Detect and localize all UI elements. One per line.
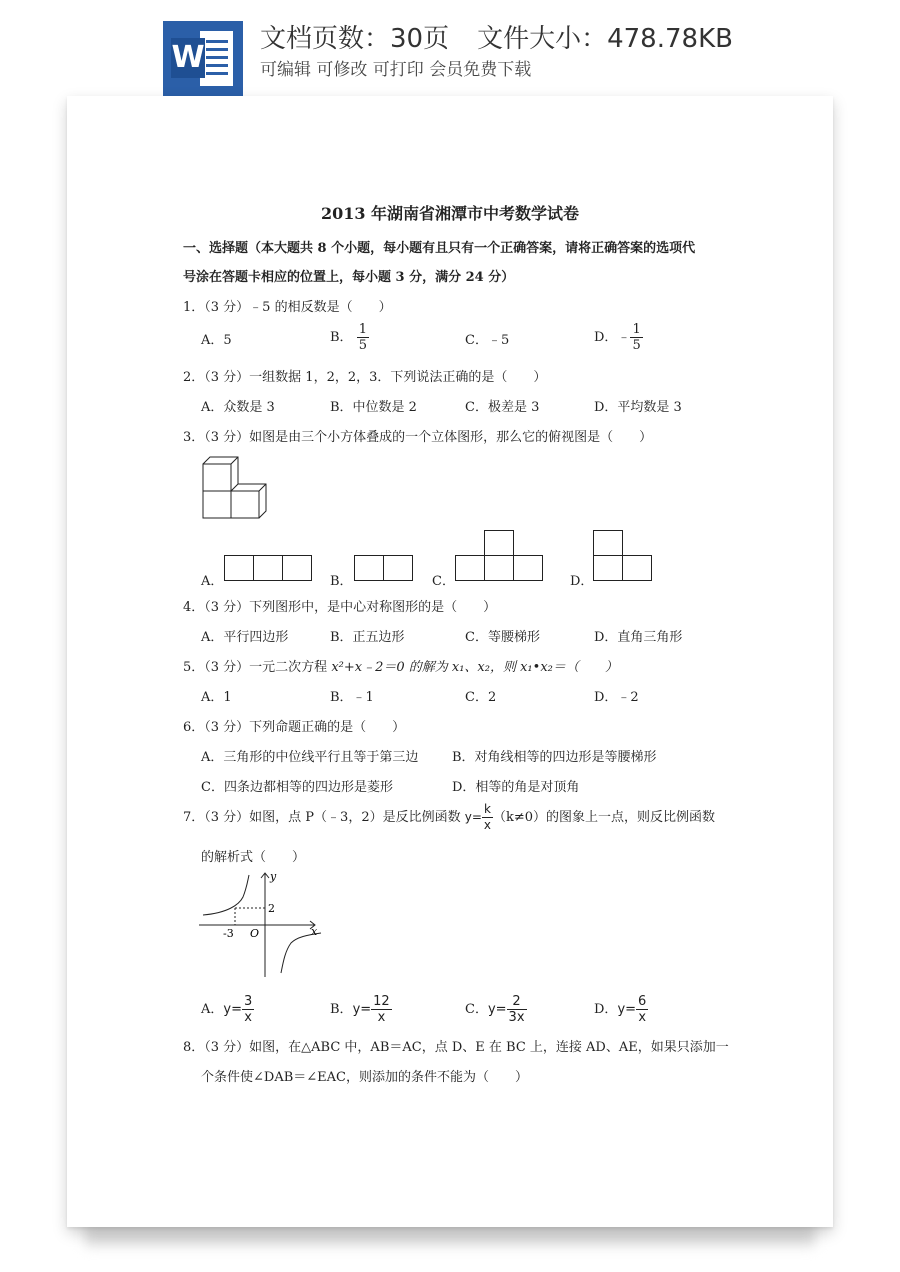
q7-b-y: y= [352,1002,372,1017]
q7-b-num: 12 [373,994,390,1009]
q1-option-d-label: D． [594,330,618,345]
file-info [260,18,733,55]
q5-option-c: C．2 [465,690,497,705]
q1-option-d-fraction [630,322,642,353]
graph-y-label: y [270,870,277,883]
q7-c-label: C． [465,1002,488,1017]
q3-option-d-label: D． [570,574,594,589]
q7-stem-post: （k≠0）的图象上一点，则反比例函数 [493,810,716,825]
word-document-icon [163,21,243,96]
q1-option-c: C．﹣5 [465,333,510,348]
q7-a-den: x [244,1010,252,1025]
q7-option-c [465,994,527,1025]
page-count: 文档页数：30页 [260,24,450,54]
q1-option-b [330,322,369,353]
q1-d-numerator: 1 [632,322,641,337]
q7-b-label: B． [330,1002,353,1017]
hyperbola-branch-right [281,933,321,973]
q7-a-fraction [242,994,254,1025]
q7-hyperbola-graph [197,869,327,981]
q3-cube-figure [197,452,272,524]
hyperbola-branch-left [203,875,249,915]
q1-option-d [594,322,643,353]
section-heading-line1: 一、选择题（本大题共 8 个小题，每小题有且只有一个正确答案，请将正确答案的选项代 [183,241,696,256]
document-page [67,96,833,1227]
q5-stem-text: 5．（3 分）一元二次方程 [183,660,332,675]
q4-stem: 4．（3 分）下列图形中，是中心对称图形的是（ ） [183,600,497,615]
q7-stem-line1 [183,802,715,833]
q3-stem: 3．（3 分）如图是由三个小方体叠成的一个立体图形，那么它的俯视图是（ ） [183,430,653,445]
q8-stem-line2: 个条件使∠DAB＝∠EAC，则添加的条件不能为（ ） [201,1070,528,1085]
graph-x-label: x [311,925,318,938]
q7-k-over-x [482,802,493,833]
q1-option-b-fraction [357,322,369,353]
q1-b-numerator: 1 [358,322,367,337]
q7-option-b [330,994,392,1025]
word-icon-letter-box [171,38,205,78]
q7-x: x [483,818,491,832]
q7-option-a [201,994,254,1025]
q8-stem-line1: 8．（3 分）如图，在△ABC 中，AB＝AC，点 D、E 在 BC 上，连接 AD、AE，如果只添加一 [183,1040,729,1055]
q5-equation: x²+x﹣2＝0 的解为 x₁、x₂，则 x₁•x₂＝（ ） [331,660,618,675]
graph-label-2: 2 [268,902,275,915]
q6-option-d: D．相等的角是对顶角 [452,780,580,795]
exam-title: 2013 年湖南省湘潭市中考数学试卷 [320,204,580,223]
graph-origin-label: O [250,927,260,940]
q1-d-minus: ﹣ [617,330,631,345]
q1-option-b-label: B． [330,330,353,345]
q5-option-d: D．﹣2 [594,690,639,705]
q7-c-num: 2 [507,994,527,1010]
q7-c-y: y= [487,1002,507,1017]
q5-option-b: B．﹣1 [330,690,374,705]
q5-option-a: A．1 [201,690,232,705]
q4-option-b: B．正五边形 [330,630,405,645]
q1-d-denominator: 5 [632,338,641,353]
q7-d-y: y= [617,1002,637,1017]
q7-c-den: 3x [508,1010,525,1025]
q6-option-b: B．对角线相等的四边形是等腰梯形 [452,750,657,765]
q7-d-fraction [636,994,648,1025]
q3-option-a-label: A． [201,574,224,589]
q6-option-a: A．三角形的中位线平行且等于第三边 [201,750,419,765]
q1-stem: 1．（3 分）﹣5 的相反数是（ ） [183,300,392,315]
graph-label-neg3: -3 [223,927,234,940]
q7-stem-pre: 7．（3 分）如图，点 P（﹣3，2）是反比例函数 [183,810,465,825]
q7-y-equals: y= [464,810,482,824]
q7-d-den: x [638,1010,647,1025]
q7-k: k [482,802,493,818]
word-icon-letter: W [171,40,205,75]
section-heading-line2: 号涂在答题卡相应的位置上，每小题 3 分，满分 24 分） [183,270,515,285]
q6-option-c: C．四条边都相等的四边形是菱形 [201,780,393,795]
download-banner [0,0,900,100]
q7-d-label: D． [594,1002,618,1017]
q2-option-b: B．中位数是 2 [330,400,417,415]
q6-stem: 6．（3 分）下列命题正确的是（ ） [183,720,406,735]
file-size: 文件大小：478.78KB [477,24,733,54]
q4-option-d: D．直角三角形 [594,630,683,645]
q7-c-fraction [507,994,527,1025]
q4-option-c: C．等腰梯形 [465,630,540,645]
feature-list: 可编辑 可修改 可打印 会员免费下载 [260,60,532,80]
q7-stem-line2: 的解析式（ ） [201,850,306,865]
q2-stem: 2．（3 分）一组数据 1，2，2，3．下列说法正确的是（ ） [183,370,547,385]
q7-a-y: y= [223,1002,242,1017]
q7-a-num: 3 [243,994,253,1009]
q3-option-b-label: B． [330,574,353,589]
q7-d-num: 6 [638,994,647,1009]
q3-option-c-label: C． [432,574,455,589]
q7-b-fraction [371,994,392,1025]
q7-a-label: A． [201,1002,224,1017]
q5-stem [183,656,618,675]
q4-option-a: A．平行四边形 [201,630,289,645]
q1-option-a: A．5 [201,333,232,348]
q2-option-d: D．平均数是 3 [594,400,682,415]
q2-option-a: A．众数是 3 [201,400,275,415]
q1-b-denominator: 5 [358,338,367,353]
q7-b-den: x [377,1010,386,1025]
q2-option-c: C．极差是 3 [465,400,540,415]
q7-option-d [594,994,648,1025]
